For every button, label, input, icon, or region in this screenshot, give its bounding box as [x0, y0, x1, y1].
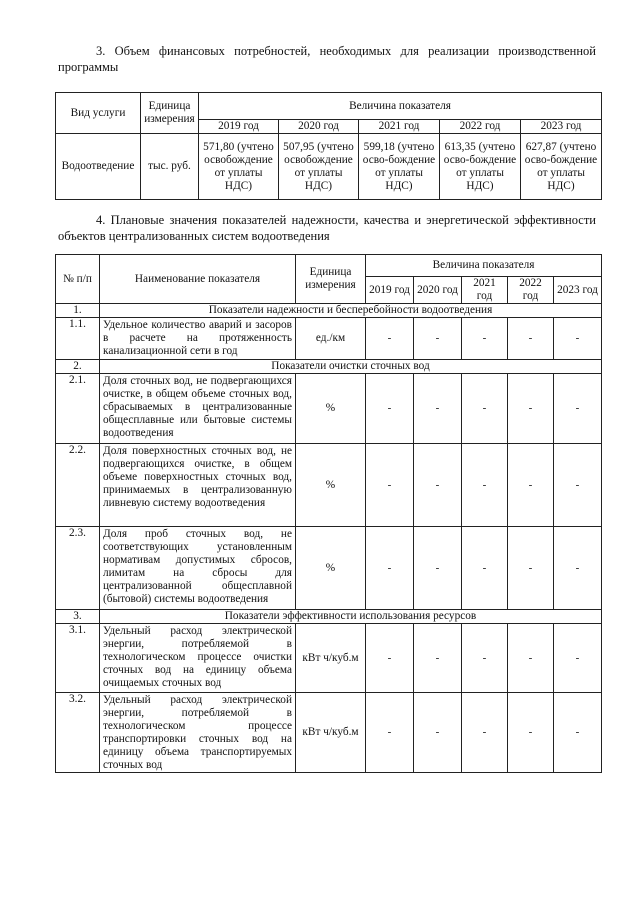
table-row: [56, 318, 602, 360]
row-value: -: [554, 444, 602, 527]
year-header: 2020 год: [279, 120, 359, 134]
row-value: -: [366, 374, 414, 444]
row-name: Доля поверхностных сточных вод, не подвергающихся очистке, в общем объеме поверхностных сточных вод, принимаемых в централизованную ливневую систему водоотведения: [100, 444, 296, 527]
row-value: -: [414, 527, 462, 610]
row-name: Доля сточных вод, не подвергающихся очистке, в общем объеме сточных вод, сбрасываемых в централизованные общесплавные или бытовые системы водоотведения: [100, 374, 296, 444]
row-value: -: [414, 318, 462, 360]
year-header: 2023 год: [521, 120, 602, 134]
row-value: -: [462, 318, 508, 360]
row-name: Доля проб сточных вод, не соответствующих установленным нормативам допустимых сбросов, лимитам на сбросы для централизованной общесплавной (бытовой) системы водоотведения: [100, 527, 296, 610]
section-3-heading: 3. Объем финансовых потребностей, необходимых для реализации производственной программы: [58, 44, 596, 74]
row-name: Удельный расход электрической энергии, потребляемой в технологическом процессе очистки сточных вод на единицу объема очищаемых сточных вод: [100, 624, 296, 693]
row-value: -: [462, 527, 508, 610]
row-value: -: [462, 624, 508, 693]
row-value: -: [366, 527, 414, 610]
row-num: 2.3.: [56, 527, 100, 610]
table-row: [56, 444, 602, 527]
row-name: Удельное количество аварий и засоров в расчете на протяженность канализационной сети в год: [100, 318, 296, 360]
year-header: 2019 год: [199, 120, 279, 134]
year-header: 2022 год: [508, 277, 554, 304]
row-value: -: [554, 318, 602, 360]
header-unit: Единица измерения: [296, 255, 366, 304]
group-title: Показатели надежности и бесперебойности водоотведения: [100, 304, 602, 318]
row-num: 3.1.: [56, 624, 100, 693]
row-value: -: [414, 374, 462, 444]
table-row: [56, 624, 602, 693]
row-value: -: [508, 444, 554, 527]
row-value: -: [366, 624, 414, 693]
row-num: 3.2.: [56, 693, 100, 773]
header-name: Наименование показателя: [100, 255, 296, 304]
row-name: Удельный расход электрической энергии, потребляемой в технологическом процессе транспортировки сточных вод на единицу объема транспортируемых сточных вод: [100, 693, 296, 773]
row-value: -: [414, 444, 462, 527]
row-value: -: [366, 693, 414, 773]
row-value: -: [462, 693, 508, 773]
row-num: 2.1.: [56, 374, 100, 444]
header-value: Величина показателя: [366, 255, 602, 277]
section-4-heading: 4. Плановые значения показателей надежности, качества и энергетической эффективности объектов централизованных систем водоотведения: [58, 213, 596, 243]
row-num: 2.2.: [56, 444, 100, 527]
row-unit: %: [296, 374, 366, 444]
group-row: [56, 360, 602, 374]
row-value: -: [508, 527, 554, 610]
value-cell: 627,87 (учтено осво-бождение от уплаты НДС): [521, 134, 602, 200]
indicators-table: [55, 254, 602, 773]
row-unit: кВт ч/куб.м: [296, 693, 366, 773]
header-unit: Единица измерения: [141, 93, 199, 134]
row-value: -: [554, 374, 602, 444]
row-value: -: [366, 444, 414, 527]
group-num: 2.: [56, 360, 100, 374]
row-value: -: [462, 444, 508, 527]
row-value: -: [554, 624, 602, 693]
table-row: [56, 374, 602, 444]
row-value: -: [366, 318, 414, 360]
row-value: -: [508, 624, 554, 693]
value-cell: 599,18 (учтено осво-бождение от уплаты НДС): [359, 134, 440, 200]
value-cell: 507,95 (учтено освобождение от уплаты НДС): [279, 134, 359, 200]
value-cell: 571,80 (учтено освобождение от уплаты НДС): [199, 134, 279, 200]
year-header: 2021 год: [359, 120, 440, 134]
row-value: -: [554, 693, 602, 773]
row-value: -: [508, 693, 554, 773]
group-title: Показатели эффективности использования ресурсов: [100, 610, 602, 624]
group-row: [56, 610, 602, 624]
header-num: № п/п: [56, 255, 100, 304]
year-header: 2022 год: [440, 120, 521, 134]
group-num: 1.: [56, 304, 100, 318]
row-unit: %: [296, 444, 366, 527]
financial-needs-table: [55, 92, 602, 200]
group-row: [56, 304, 602, 318]
group-num: 3.: [56, 610, 100, 624]
group-title: Показатели очистки сточных вод: [100, 360, 602, 374]
row-value: -: [414, 624, 462, 693]
row-unit: ед./км: [296, 318, 366, 360]
value-cell: 613,35 (учтено осво-бождение от уплаты НДС): [440, 134, 521, 200]
table-row: [56, 527, 602, 610]
row-unit: кВт ч/куб.м: [296, 624, 366, 693]
row-value: -: [462, 374, 508, 444]
year-header: 2023 год: [554, 277, 602, 304]
row-value: -: [414, 693, 462, 773]
header-value: Величина показателя: [199, 93, 602, 120]
row-value: -: [508, 318, 554, 360]
unit-cell: тыс. руб.: [141, 134, 199, 200]
header-service: Вид услуги: [56, 93, 141, 134]
row-value: -: [508, 374, 554, 444]
row-unit: %: [296, 527, 366, 610]
year-header: 2021 год: [462, 277, 508, 304]
table-row: [56, 693, 602, 773]
row-value: -: [554, 527, 602, 610]
year-header: 2019 год: [366, 277, 414, 304]
row-num: 1.1.: [56, 318, 100, 360]
year-header: 2020 год: [414, 277, 462, 304]
service-cell: Водоотведение: [56, 134, 141, 200]
